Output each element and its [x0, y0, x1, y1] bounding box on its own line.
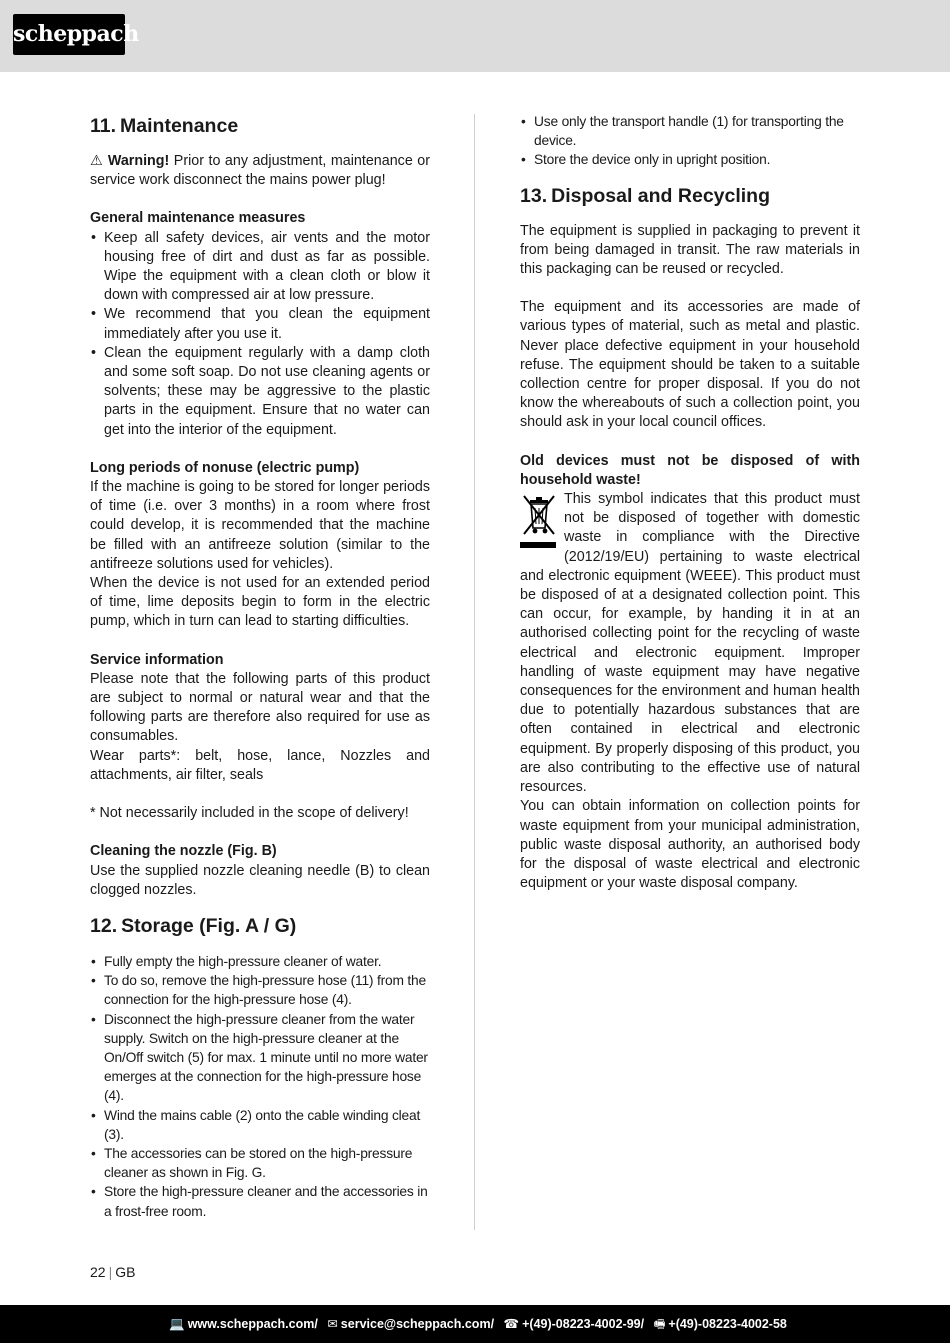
section-12-heading — [90, 912, 430, 940]
footer-separator: / — [314, 1317, 318, 1331]
page-language: GB — [115, 1264, 136, 1280]
list-item: • The accessories can be stored on the high-pressure cleaner as shown in Fig. G. — [90, 1144, 430, 1182]
footer-website[interactable]: www.scheppach.com — [187, 1317, 315, 1331]
list-item: • Clean the equipment regularly with a damp cloth and some soft soap. Do not use cleaning agents or solvents; these may be aggressive to the plastic parts in the equipment. Ensure that no water can get into the interior of the equipment. — [90, 344, 430, 440]
computer-icon: 💻 — [169, 1317, 185, 1331]
nonuse-paragraph-1: If the machine is going to be stored for longer periods of time (i.e. over 3 months) in a room where frost could develop, it is recommended that the machine be filled with an antifreeze solution (similar to the antifreeze solutions used for vehicles). — [90, 479, 430, 572]
section-number: 12. — [90, 914, 118, 937]
list-item: • We recommend that you clean the equipment immediately after you use it. — [90, 305, 430, 343]
footer-email[interactable]: service@scheppach.com — [340, 1317, 491, 1331]
subheading-service: Service information — [90, 651, 224, 668]
warning-icon: ⚠ — [90, 153, 104, 169]
list-item: • Store the high-pressure cleaner and the accessories in a frost-free room. — [90, 1182, 430, 1220]
page-separator: | — [108, 1264, 113, 1280]
footer-separator: / — [640, 1317, 645, 1331]
fax-icon: 🖷 — [653, 1317, 666, 1331]
list-item: • To do so, remove the high-pressure hose (11) from the connection for the high-pressure hose (4). — [90, 971, 430, 1009]
section-number: 11. — [90, 115, 117, 137]
footer-phone: +(49)-08223-4002-99 — [522, 1317, 641, 1331]
warning-text: Prior to any adjustment, maintenance or service work disconnect the mains power plug! — [90, 153, 430, 189]
weee-paragraph: This symbol indicates that this product must not be disposed of together with domestic waste in compliance with the Directive (2012/19/EU) pertaining to waste electrical and electronic equipment (WEEE). This product must be disposed of at a designated collection point. This can occur, for example, by handing it in at an authorised collecting point for the recycling of waste electrical and electronic equipment. Improper handling of waste equipment may have negative consequences for the environment and human health due to potentially hazardous substances that are often contained in electrical and electronic equipment. By properly disposing of this product, you are also contributing to the effective use of natural resources. — [520, 491, 860, 796]
page-number-value: 22 — [90, 1264, 106, 1280]
crossed-bin-icon — [520, 490, 562, 550]
section-number: 13. — [520, 184, 548, 207]
service-paragraph-2: Wear parts*: belt, hose, lance, Nozzles and attachments, air filter, seals — [90, 747, 430, 783]
service-paragraph-1: Please note that the following parts of this product are subject to normal or natural wear and that the following parts are therefore also required for use as consumables. — [90, 670, 430, 745]
footnote: * Not necessarily included in the scope of delivery! — [90, 805, 409, 822]
warning-paragraph — [90, 152, 430, 190]
list-item: • Use only the transport handle (1) for transporting the device. — [520, 112, 860, 150]
disposal-paragraph-2: The equipment and its accessories are made of various types of material, such as metal and plastic. Never place defective equipment in your household refuse. The equipment should be taken to a suitable collection centre for proper disposal. If you do not know the whereabouts of such a collection point, you should ask in your local council offices. — [520, 299, 860, 431]
mail-icon: ✉ — [327, 1317, 338, 1331]
transport-list — [520, 112, 860, 170]
brand-logo: scheppach — [13, 14, 125, 55]
column-divider — [474, 114, 475, 1230]
section-title: Maintenance — [120, 115, 239, 137]
footer-bar — [0, 1305, 950, 1343]
section-13-heading — [520, 182, 860, 210]
footer-fax: +(49)-08223-4002-58 — [668, 1317, 787, 1331]
subheading-nonuse: Long periods of nonuse (electric pump) — [90, 459, 360, 476]
phone-icon: ☎ — [503, 1317, 520, 1331]
list-item: • Store the device only in upright position. — [520, 150, 860, 169]
weee-block — [520, 490, 860, 797]
subheading-old-devices: Old devices must not be disposed of with household waste! — [520, 452, 860, 488]
footer-separator: / — [490, 1317, 495, 1331]
subheading-general-maintenance: General maintenance measures — [90, 210, 306, 227]
list-item: • Fully empty the high-pressure cleaner of water. — [90, 952, 430, 971]
nozzle-paragraph: Use the supplied nozzle cleaning needle (B) to clean clogged nozzles. — [90, 862, 430, 898]
subheading-nozzle: Cleaning the nozzle (Fig. B) — [90, 843, 277, 860]
right-column — [520, 112, 860, 893]
disposal-paragraph-1: The equipment is supplied in packaging to prevent it from being damaged in transit. The raw materials in this packaging can be reused or recycled. — [520, 222, 860, 278]
list-item: • Wind the mains cable (2) onto the cable winding cleat (3). — [90, 1106, 430, 1144]
storage-list — [90, 952, 430, 1221]
page-number — [90, 1264, 135, 1280]
general-maintenance-list — [90, 229, 430, 440]
section-title: Storage (Fig. A / G) — [121, 914, 297, 937]
header-bar — [0, 0, 950, 72]
warning-label: Warning! — [107, 153, 170, 169]
nonuse-paragraph-2: When the device is not used for an extended period of time, lime deposits begin to form in the electric pump, which in turn can lead to starting difficulties. — [90, 575, 430, 630]
section-title: Disposal and Recycling — [551, 184, 771, 207]
list-item: • Keep all safety devices, air vents and the motor housing free of dirt and dust as far as possible. Wipe the equipment with a clean cloth or blow it down with compressed air at low pressure. — [90, 229, 430, 306]
section-11-heading — [90, 112, 430, 140]
left-column — [90, 112, 430, 1221]
list-item: • Disconnect the high-pressure cleaner from the water supply. Switch on the high-pressure cleaner at the On/Off switch (5) for max. 1 minute until no more water emerges at the connection for the high-pressure hose (4). — [90, 1010, 430, 1106]
disposal-paragraph-last: You can obtain information on collection points for waste equipment from your municipal administration, public waste disposal authority, an authorised body for the disposal of waste electrical and electronic equipment or your waste disposal company. — [520, 798, 860, 892]
